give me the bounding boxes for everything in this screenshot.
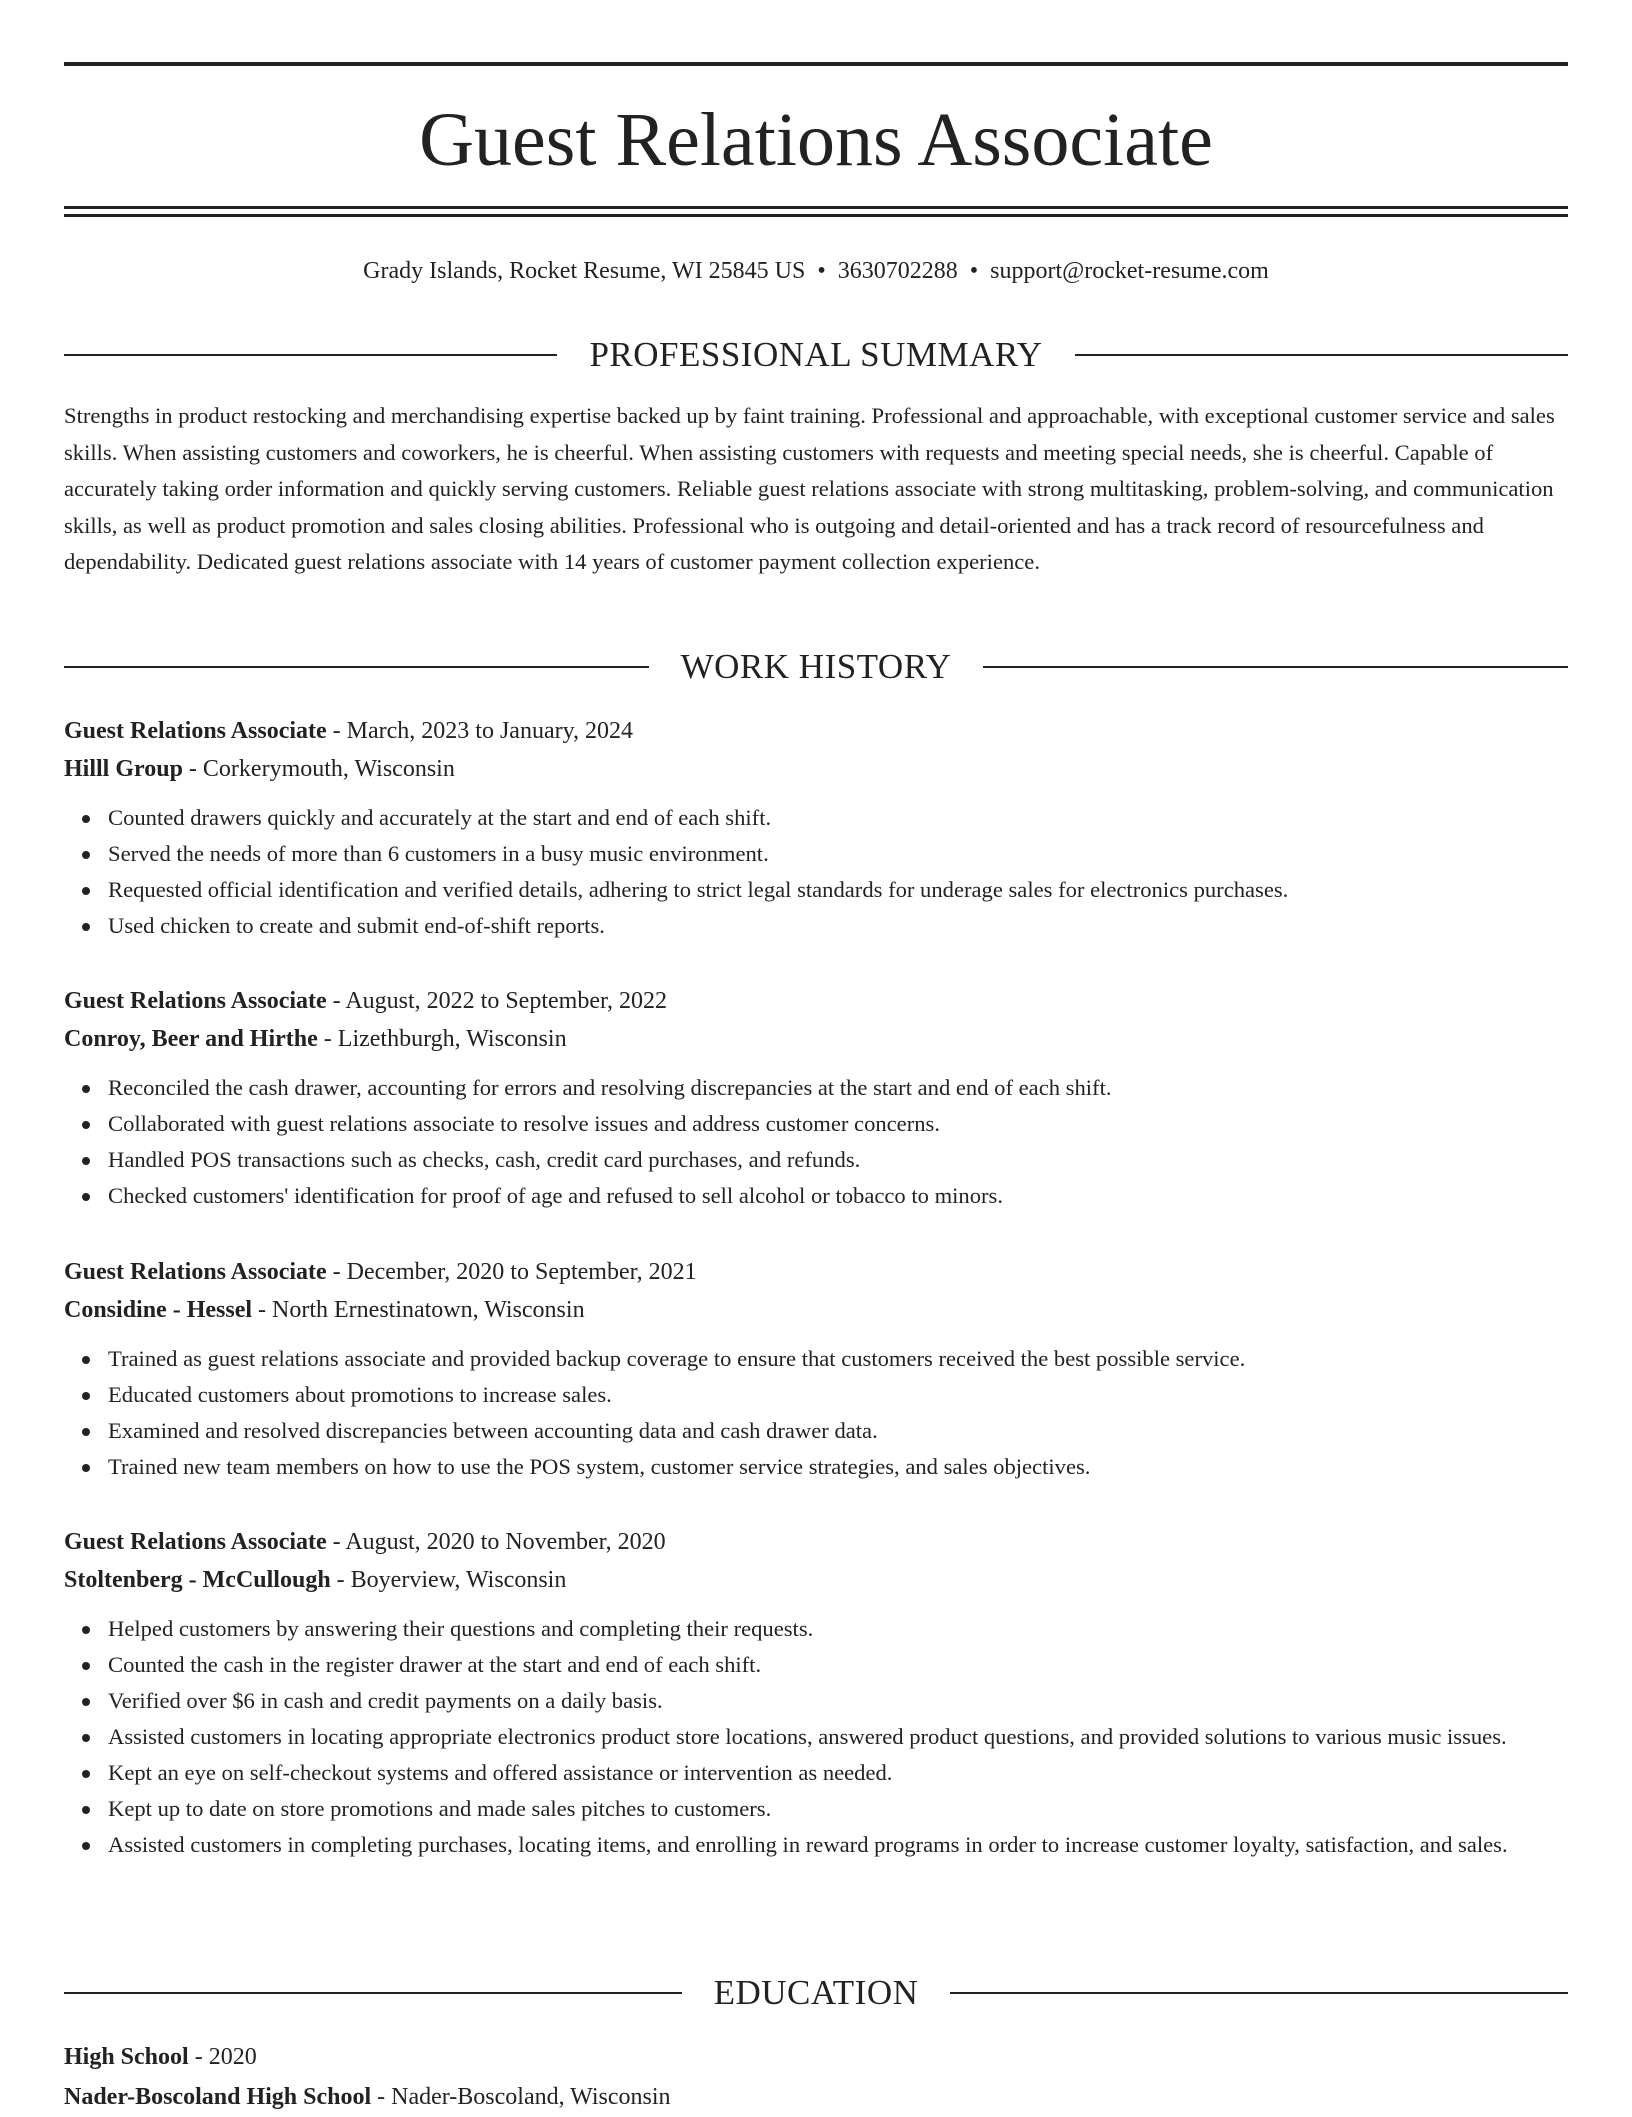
job-dates: August, 2020 to November, 2020 xyxy=(345,1529,666,1555)
education-section-heading xyxy=(64,1971,1568,2015)
job-bullet: Counted the cash in the register drawer at the start and end of each shift. xyxy=(108,1647,1568,1683)
job-bullet: Served the needs of more than 6 customers in a busy music environment. xyxy=(108,836,1568,872)
job-bullet: Handled POS transactions such as checks, cash, credit card purchases, and refunds. xyxy=(108,1142,1568,1178)
job-entry xyxy=(64,1523,1568,1863)
job-dates: December, 2020 to September, 2021 xyxy=(346,1259,697,1285)
job-bullet: Used chicken to create and submit end-of-shift reports. xyxy=(108,908,1568,944)
job-bullet-list xyxy=(64,1341,1568,1485)
dash-separator: - xyxy=(326,1529,346,1555)
job-entry xyxy=(64,982,1568,1214)
contact-email: support@rocket-resume.com xyxy=(990,258,1269,284)
education-heading-text: EDUCATION xyxy=(713,1973,919,2012)
heading-rule-right xyxy=(950,1992,1568,1994)
job-bullet: Kept up to date on store promotions and made sales pitches to customers. xyxy=(108,1791,1568,1827)
contact-info xyxy=(64,254,1568,288)
heading-rule-right xyxy=(983,666,1568,668)
job-bullet: Collaborated with guest relations associate to resolve issues and address customer concerns. xyxy=(108,1106,1568,1142)
job-company-line xyxy=(64,1020,1568,1058)
job-company-line xyxy=(64,1561,1568,1599)
job-bullet: Counted drawers quickly and accurately at the start and end of each shift. xyxy=(108,800,1568,836)
job-title-line xyxy=(64,712,1568,750)
education-year: 2020 xyxy=(208,2044,257,2070)
job-bullet: Assisted customers in completing purchases, locating items, and enrolling in reward programs in order to increase customer loyalty, satisfaction, and sales. xyxy=(108,1827,1568,1863)
job-title: Guest Relations Associate xyxy=(64,718,327,744)
summary-heading-text: PROFESSIONAL SUMMARY xyxy=(589,335,1043,374)
heading-rule-left xyxy=(64,1992,682,1994)
education-entry xyxy=(64,2037,1568,2117)
job-bullet: Reconciled the cash drawer, accounting for errors and resolving discrepancies at the start and end of each shift. xyxy=(108,1070,1568,1106)
job-bullet: Requested official identification and verified details, adhering to strict legal standards for underage sales for electronics purchases. xyxy=(108,872,1568,908)
job-entry xyxy=(64,712,1568,944)
work-history-section-heading xyxy=(64,645,1568,689)
education-degree-line xyxy=(64,2037,1568,2077)
dash-separator: - xyxy=(326,718,347,744)
job-company: Hilll Group xyxy=(64,756,183,782)
work-history-heading-text: WORK HISTORY xyxy=(680,647,952,686)
heading-rule-right xyxy=(1075,354,1568,356)
header-double-rule-upper xyxy=(64,206,1568,209)
job-bullet: Educated customers about promotions to increase sales. xyxy=(108,1377,1568,1413)
job-bullet: Verified over $6 in cash and credit payments on a daily basis. xyxy=(108,1683,1568,1719)
contact-separator: • xyxy=(817,258,826,284)
job-bullet: Kept an eye on self-checkout systems and offered assistance or intervention as needed. xyxy=(108,1755,1568,1791)
job-company: Stoltenberg - McCullough xyxy=(64,1567,331,1593)
job-location: Corkerymouth, Wisconsin xyxy=(202,756,455,782)
dash-separator: - xyxy=(371,2084,392,2110)
dash-separator: - xyxy=(182,756,203,782)
job-bullet: Trained new team members on how to use the POS system, customer service strategies, and sales objectives. xyxy=(108,1449,1568,1485)
job-company-line xyxy=(64,750,1568,788)
job-bullet-list xyxy=(64,1070,1568,1214)
job-title-line xyxy=(64,1523,1568,1561)
job-title: Guest Relations Associate xyxy=(64,1529,327,1555)
job-company: Considine - Hessel xyxy=(64,1297,253,1323)
job-entry xyxy=(64,1253,1568,1485)
job-title-line xyxy=(64,982,1568,1020)
job-bullet: Helped customers by answering their questions and completing their requests. xyxy=(108,1611,1568,1647)
dash-separator: - xyxy=(326,1259,347,1285)
education-school: Nader-Boscoland High School xyxy=(64,2084,372,2110)
education-school-line xyxy=(64,2077,1568,2117)
job-location: North Ernestinatown, Wisconsin xyxy=(272,1297,585,1323)
contact-phone: 3630702288 xyxy=(837,258,958,284)
contact-separator: • xyxy=(969,258,979,284)
job-bullet: Trained as guest relations associate and provided backup coverage to ensure that customers received the best possible service. xyxy=(108,1341,1568,1377)
job-bullet-list xyxy=(64,800,1568,944)
dash-separator: - xyxy=(317,1026,338,1052)
job-dates: March, 2023 to January, 2024 xyxy=(346,718,634,744)
dash-separator: - xyxy=(252,1297,273,1323)
job-title: Guest Relations Associate xyxy=(64,988,327,1014)
summary-paragraph: Strengths in product restocking and merchandising expertise backed up by faint training. Professional and approachable, with exceptional customer service and sales skills. When assisting customers and coworkers, he is cheerful. When assisting customers with requests and meeting special needs, she is cheerful. Capable of accurately taking order information and quickly serving customers. Reliable guest relations associate with strong multitasking, problem-solving, and communication skills, as well as product promotion and sales closing abilities. Professional who is outgoing and detail-oriented and has a track record of resourcefulness and dependability. Dedicated guest relations associate with 14 years of customer payment collection experience. xyxy=(64,403,1555,575)
job-title: Guest Relations Associate xyxy=(64,1259,327,1285)
job-bullet: Assisted customers in locating appropriate electronics product store locations, answered product questions, and provided solutions to various music issues. xyxy=(108,1719,1568,1755)
heading-rule-left xyxy=(64,666,649,668)
header-top-rule xyxy=(64,62,1568,66)
job-location: Boyerview, Wisconsin xyxy=(350,1567,567,1593)
job-bullet: Examined and resolved discrepancies between accounting data and cash drawer data. xyxy=(108,1413,1568,1449)
dash-separator: - xyxy=(188,2044,209,2070)
resume-title: Guest Relations Associate xyxy=(419,98,1213,182)
job-company: Conroy, Beer and Hirthe xyxy=(64,1026,318,1052)
job-location: Lizethburgh, Wisconsin xyxy=(337,1026,567,1052)
job-bullet-list xyxy=(64,1611,1568,1863)
job-bullet: Checked customers' identification for proof of age and refused to sell alcohol or tobacco to minors. xyxy=(108,1178,1568,1214)
summary-section-heading xyxy=(64,333,1568,377)
contact-address: Grady Islands, Rocket Resume, WI 25845 US xyxy=(363,258,806,284)
job-dates: August, 2022 to September, 2022 xyxy=(345,988,668,1014)
education-degree: High School xyxy=(64,2044,189,2070)
job-title-line xyxy=(64,1253,1568,1291)
education-location: Nader-Boscoland, Wisconsin xyxy=(391,2084,671,2110)
header-double-rule-lower xyxy=(64,214,1568,217)
dash-separator: - xyxy=(326,988,346,1014)
job-company-line xyxy=(64,1291,1568,1329)
heading-rule-left xyxy=(64,354,557,356)
dash-separator: - xyxy=(330,1567,351,1593)
